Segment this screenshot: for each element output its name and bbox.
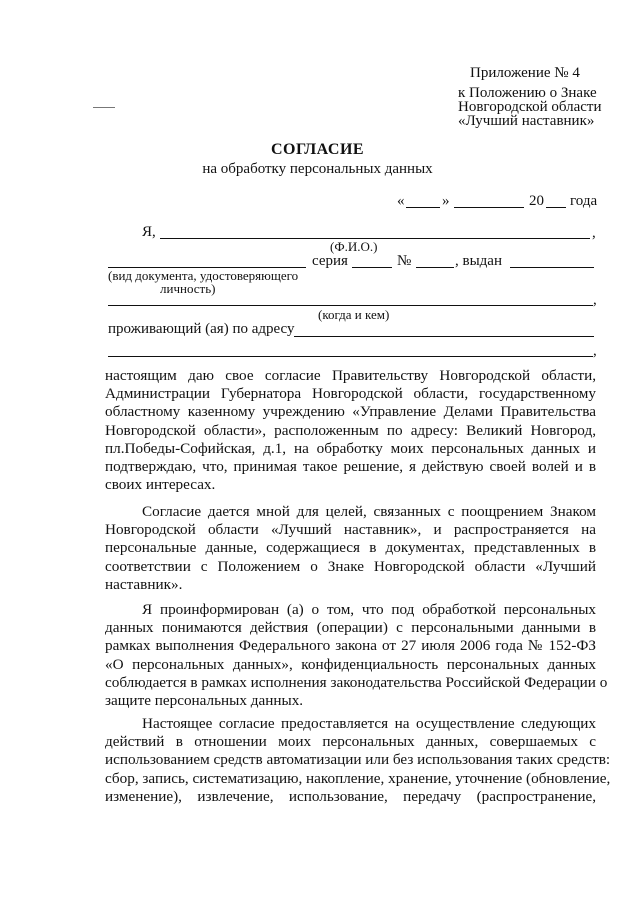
series-label: серия	[312, 253, 348, 269]
paragraph-line: настоящим даю свое согласие Правительству Новгородской области,	[105, 367, 596, 384]
appendix-number: Приложение № 4	[470, 65, 580, 81]
issued-by-field[interactable]	[108, 305, 593, 306]
paragraph-line: Согласие дается мной для целей, связанных с поощрением Знаком	[142, 503, 596, 520]
consent-paragraph-3	[105, 601, 608, 710]
address-field-2[interactable]	[108, 356, 593, 357]
appendix-reference: к Положению о Знаке	[458, 85, 597, 101]
issued-label: , выдан	[455, 253, 502, 269]
issued-by-comma: ,	[593, 292, 597, 308]
paragraph-line: соблюдается в рамках исполнения законодательства Российской Федерации о	[105, 673, 608, 691]
appendix-region: Новгородской области	[458, 99, 602, 115]
i-label: Я,	[142, 224, 156, 240]
paragraph-line: действий в отношении моих персональных данных, совершаемых с	[105, 733, 596, 751]
date-close-quote: »	[442, 193, 450, 209]
paragraph-line: своих интересах.	[105, 476, 216, 494]
paragraph-line: Администрации Губернатора Новгородской области, государственному	[105, 385, 596, 403]
series-field[interactable]	[352, 267, 392, 268]
paragraph-line: подтверждаю, что, принимая такое решение, я действую своей волей и в	[105, 458, 596, 476]
paragraph-line: защите персональных данных.	[105, 692, 304, 710]
paragraph-line: «О персональных данных», конфиденциальность персональных данных	[105, 655, 596, 673]
document-type-caption-1: (вид документа, удостоверяющего	[108, 268, 299, 283]
paragraph-line: соответствии с Положением о Знаке Новгородской области «Лучший	[105, 557, 596, 575]
date-year-prefix: 20	[529, 193, 544, 209]
consent-paragraph-2	[105, 503, 596, 594]
address-label: проживающий (ая) по адресу	[108, 321, 295, 337]
paragraph-line: Я проинформирован (а) о том, что под обработкой персональных	[142, 601, 596, 618]
document-title: СОГЛАСИЕ	[270, 141, 365, 158]
number-field[interactable]	[416, 267, 454, 268]
document-type-caption-2: личность)	[160, 281, 216, 296]
date-year-suffix: года	[570, 193, 598, 209]
paragraph-line: использованием средств автоматизации или без использования таких средств:	[105, 751, 611, 769]
address-field-1[interactable]	[294, 336, 594, 337]
paragraph-line: персональные данные, содержащиеся в документах, представленных в	[105, 539, 596, 557]
paragraph-line: пл.Победы-Софийская, д.1, на обработку моих персональных данных и	[105, 439, 596, 457]
date-month-field[interactable]	[454, 207, 524, 208]
appendix-award: «Лучший наставник»	[458, 113, 595, 129]
paragraph-line: наставник».	[105, 575, 183, 593]
paragraph-line: областному казенному учреждению «Управление Делами Правительства	[105, 403, 596, 421]
number-label: №	[397, 253, 412, 269]
paragraph-line: Настоящее согласие предоставляется на осуществление следующих	[142, 715, 596, 732]
paragraph-line: данных понимаются действия (операции) с персональными данными в	[105, 619, 596, 637]
consent-paragraph-4	[105, 715, 611, 806]
paragraph-line: изменение), извлечение, использование, передачу (распространение,	[105, 787, 596, 805]
paragraph-line: Новгородской области «Лучший наставник», и распространяется на	[105, 521, 596, 539]
issued-by-caption: (когда и кем)	[318, 307, 390, 322]
date-year-field[interactable]	[546, 207, 566, 208]
appendix-header	[458, 66, 618, 128]
date-open-quote: «	[397, 193, 405, 209]
document-subtitle: на обработку персональных данных	[202, 161, 433, 177]
fio-caption: (Ф.И.О.)	[330, 239, 378, 254]
paragraph-line: Новгородской области», расположенным по адресу: Великий Новгород,	[105, 421, 596, 439]
consent-paragraph-1	[105, 367, 596, 494]
fio-comma: ,	[592, 225, 596, 241]
address-comma: ,	[593, 343, 597, 359]
paragraph-line: сбор, запись, систематизацию, накопление, хранение, уточнение (обновление,	[105, 769, 611, 787]
issued-field[interactable]	[510, 267, 594, 268]
date-day-field[interactable]	[406, 207, 440, 208]
scan-artifact	[93, 107, 115, 108]
paragraph-line: рамках выполнения Федерального закона от 27 июля 2006 года № 152-ФЗ	[105, 637, 596, 655]
